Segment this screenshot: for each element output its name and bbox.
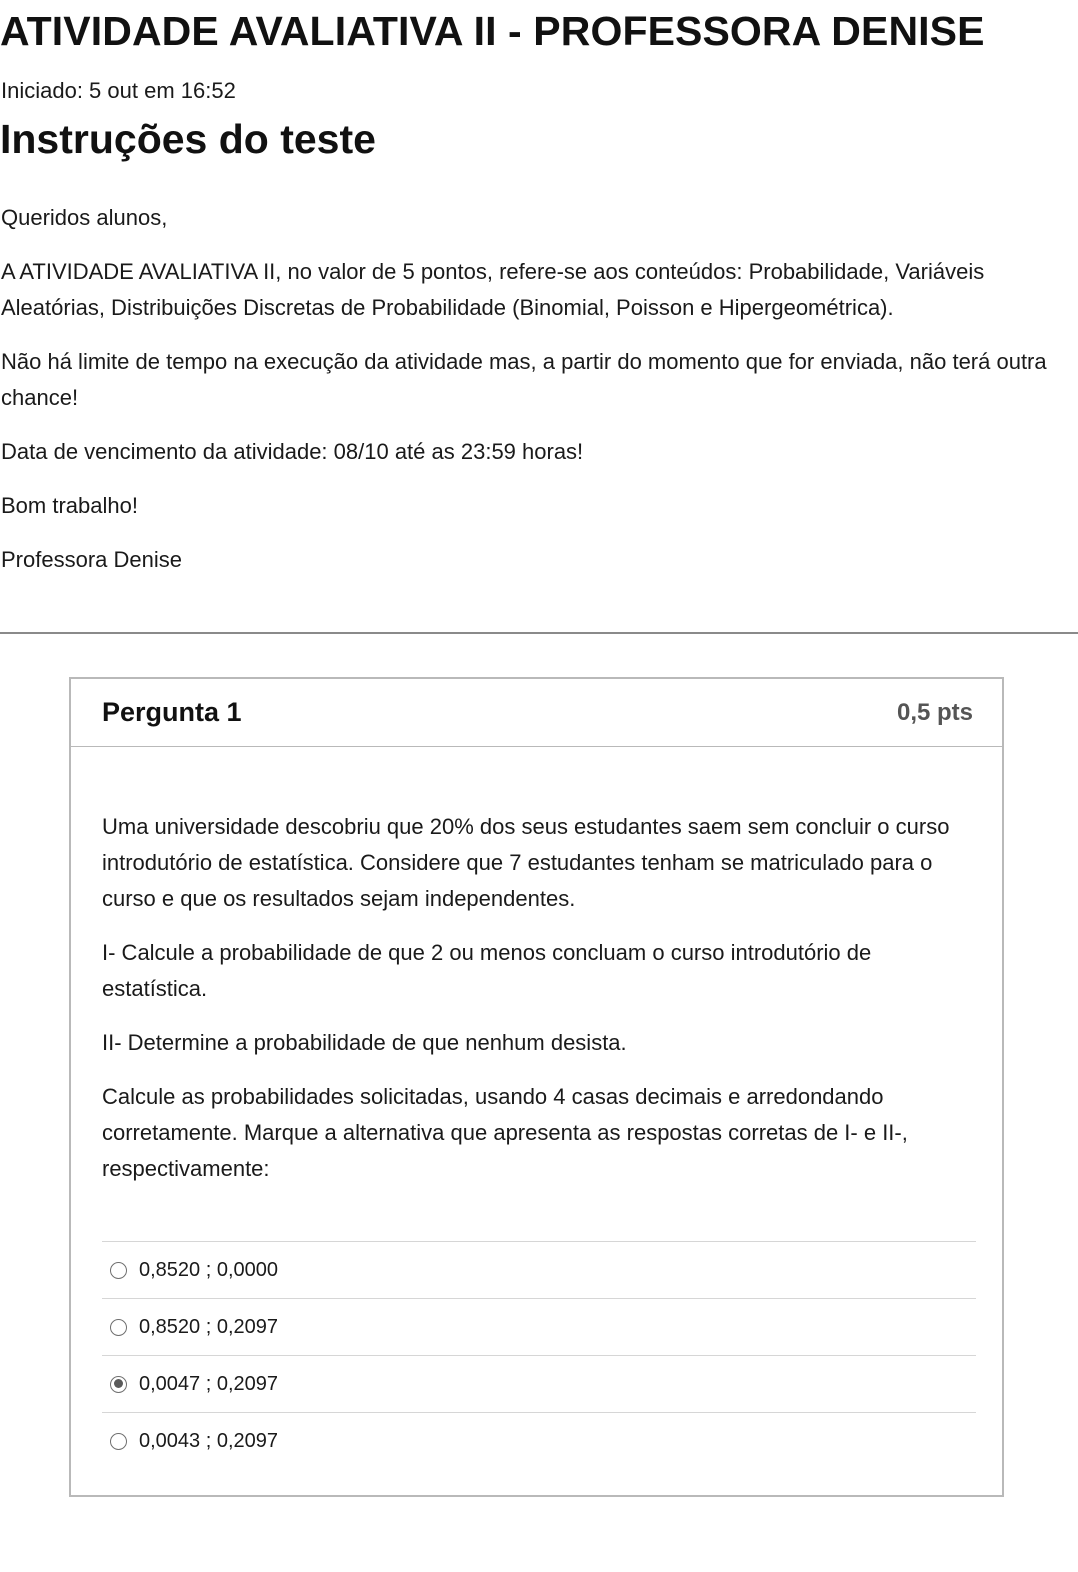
radio-button[interactable] — [110, 1433, 127, 1450]
answer-label: 0,0047 ; 0,2097 — [139, 1372, 279, 1395]
instructions-due-date: Data de vencimento da atividade: 08/10 até as 23:59 horas! — [1, 439, 584, 464]
instructions-description: A ATIVIDADE AVALIATIVA II, no valor de 5 pontos, refere-se aos conteúdos: Probabilidade, Variáveis Aleatórias, Distribuições Discretas de Probabilidade (Binomial, Poisson e Hipergeométrica). — [1, 259, 985, 320]
instructions-body — [1, 200, 1061, 596]
answer-option-2[interactable] — [102, 1298, 976, 1355]
started-timestamp: Iniciado: 5 out em 16:52 — [1, 78, 236, 103]
question-body — [102, 809, 977, 1205]
radio-button[interactable] — [110, 1262, 127, 1279]
question-header — [71, 679, 1002, 747]
instructions-time-limit: Não há limite de tempo na execução da atividade mas, a partir do momento que for enviada, não terá outra chance! — [1, 349, 1047, 410]
question-points: 0,5 pts — [896, 699, 973, 726]
question-instruction: Calcule as probabilidades solicitadas, usando 4 casas decimais e arredondando corretamente. Marque a alternativa que apresenta as respostas corretas de I- e II-, respectivamente: — [102, 1084, 908, 1181]
question-title: Pergunta 1 — [102, 697, 242, 727]
question-card — [69, 677, 1004, 1497]
answer-label: 0,8520 ; 0,0000 — [139, 1258, 279, 1281]
radio-button[interactable] — [110, 1319, 127, 1336]
page-title: ATIVIDADE AVALIATIVA II - PROFESSORA DENISE — [0, 8, 985, 54]
question-context: Uma universidade descobriu que 20% dos seus estudantes saem sem concluir o curso introdutório de estatística. Considere que 7 estudantes tenham se matriculado para o curso e que os resultados sejam independentes. — [102, 814, 950, 911]
answer-label: 0,8520 ; 0,2097 — [139, 1315, 279, 1338]
instructions-closing: Bom trabalho! — [1, 493, 138, 518]
section-divider — [0, 632, 1078, 634]
answer-option-3[interactable] — [102, 1355, 976, 1412]
question-item-1: I- Calcule a probabilidade de que 2 ou menos concluam o curso introdutório de estatística. — [102, 940, 872, 1001]
instructions-heading: Instruções do teste — [0, 116, 376, 162]
answer-option-4[interactable] — [102, 1412, 976, 1469]
instructions-greeting: Queridos alunos, — [1, 205, 168, 230]
radio-button[interactable] — [110, 1376, 127, 1393]
answer-label: 0,0043 ; 0,2097 — [139, 1429, 279, 1452]
instructions-signature: Professora Denise — [1, 547, 182, 572]
answer-option-1[interactable] — [102, 1241, 976, 1298]
question-item-2: II- Determine a probabilidade de que nenhum desista. — [102, 1030, 627, 1055]
answer-list — [102, 1241, 976, 1469]
